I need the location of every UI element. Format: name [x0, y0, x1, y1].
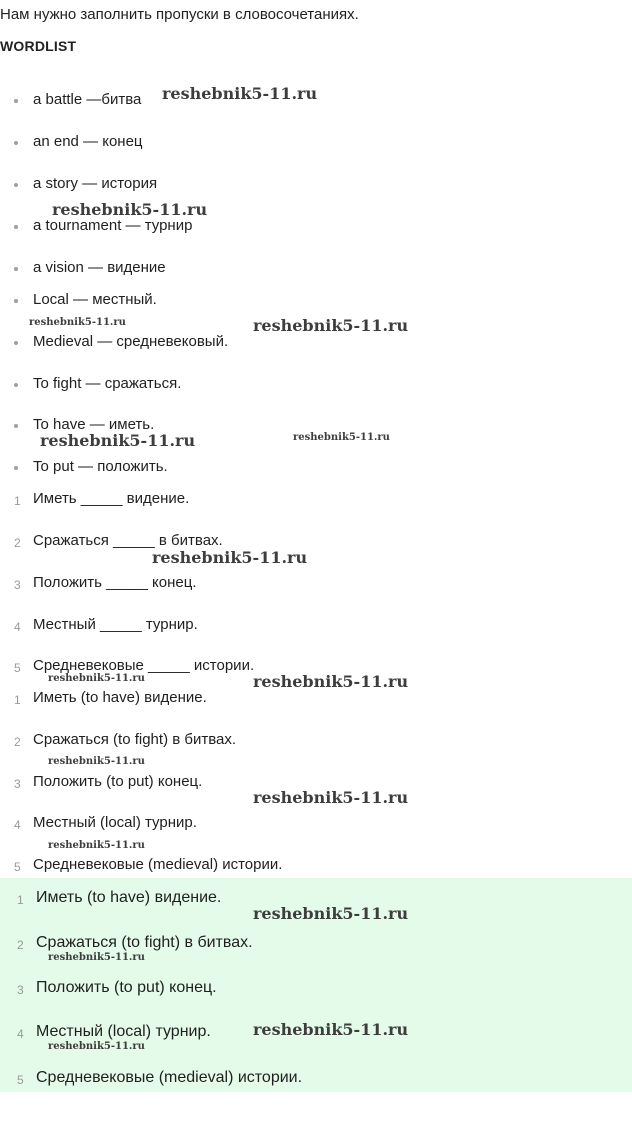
watermark: reshebnik5-11.ru: [253, 904, 409, 923]
answer-item-text: Положить (to put) конец.: [36, 979, 217, 996]
answer-item-text: Средневековые (medieval) истории.: [36, 1069, 303, 1086]
exercise-item-text: Положить _____ конец.: [33, 574, 197, 591]
answer-item-text: Сражаться (to fight) в битвах.: [36, 934, 253, 951]
filled-item-text: Положить (to put) конец.: [33, 773, 203, 790]
watermark: reshebnik5-11.ru: [253, 316, 409, 335]
watermark: reshebnik5-11.ru: [253, 1020, 409, 1039]
watermark: reshebnik5-11.ru: [48, 1041, 145, 1052]
intro-text: Нам нужно заполнить пропуски в словосочетаниях.: [0, 6, 359, 23]
bullet-icon: [14, 99, 18, 103]
item-number: 4: [14, 620, 21, 634]
bullet-icon: [14, 267, 18, 271]
filled-item-text: Средневековые (medieval) истории.: [33, 856, 283, 873]
wordlist-item-text: an end — конец: [33, 133, 143, 150]
wordlist-item-text: a tournament — турнир: [33, 217, 193, 234]
item-number: 2: [17, 938, 24, 952]
watermark: reshebnik5-11.ru: [253, 788, 409, 807]
wordlist-item-text: a story — история: [33, 175, 158, 192]
bullet-icon: [14, 383, 18, 387]
exercise-item-text: Иметь _____ видение.: [33, 490, 190, 507]
bullet-icon: [14, 141, 18, 145]
item-number: 2: [14, 536, 21, 550]
bullet-icon: [14, 299, 18, 303]
wordlist-item-text: Medieval — средневековый.: [33, 333, 229, 350]
item-number: 3: [17, 983, 24, 997]
item-number: 3: [14, 578, 21, 592]
item-number: 5: [14, 860, 21, 874]
watermark: reshebnik5-11.ru: [48, 952, 145, 963]
bullet-icon: [14, 466, 18, 470]
bullet-icon: [14, 341, 18, 345]
watermark: reshebnik5-11.ru: [253, 672, 409, 691]
bullet-icon: [14, 183, 18, 187]
wordlist-item-text: To put — положить.: [33, 458, 168, 475]
filled-item-text: Местный (local) турнир.: [33, 814, 197, 831]
filled-item-text: Сражаться (to fight) в битвах.: [33, 731, 237, 748]
item-number: 2: [14, 735, 21, 749]
wordlist-item-text: Local — местный.: [33, 291, 157, 308]
item-number: 4: [17, 1027, 24, 1041]
watermark: reshebnik5-11.ru: [48, 840, 145, 851]
wordlist-item-text: a vision — видение: [33, 259, 166, 276]
exercise-item-text: Сражаться _____ в битвах.: [33, 532, 223, 549]
wordlist-item-text: To have — иметь.: [33, 416, 155, 433]
item-number: 1: [17, 893, 24, 907]
item-number: 3: [14, 777, 21, 791]
wordlist-heading: WORDLIST: [0, 38, 77, 54]
answer-item-text: Иметь (to have) видение.: [36, 889, 222, 906]
watermark: reshebnik5-11.ru: [29, 317, 126, 328]
item-number: 5: [14, 661, 21, 675]
watermark: reshebnik5-11.ru: [48, 756, 145, 767]
item-number: 4: [14, 818, 21, 832]
filled-item-text: Иметь (to have) видение.: [33, 689, 207, 706]
watermark: reshebnik5-11.ru: [48, 673, 145, 684]
item-number: 1: [14, 693, 21, 707]
item-number: 5: [17, 1073, 24, 1087]
wordlist-item-text: a battle —битва: [33, 91, 142, 108]
watermark: reshebnik5-11.ru: [162, 84, 318, 103]
watermark: reshebnik5-11.ru: [152, 548, 308, 567]
bullet-icon: [14, 225, 18, 229]
exercise-item-text: Местный _____ турнир.: [33, 616, 198, 633]
watermark: reshebnik5-11.ru: [52, 200, 208, 219]
exercise-item-text: Средневековые _____ истории.: [33, 657, 255, 674]
wordlist-item-text: To fight — сражаться.: [33, 375, 182, 392]
answer-item-text: Местный (local) турнир.: [36, 1023, 211, 1040]
bullet-icon: [14, 424, 18, 428]
watermark: reshebnik5-11.ru: [293, 432, 390, 443]
item-number: 1: [14, 494, 21, 508]
watermark: reshebnik5-11.ru: [40, 431, 196, 450]
